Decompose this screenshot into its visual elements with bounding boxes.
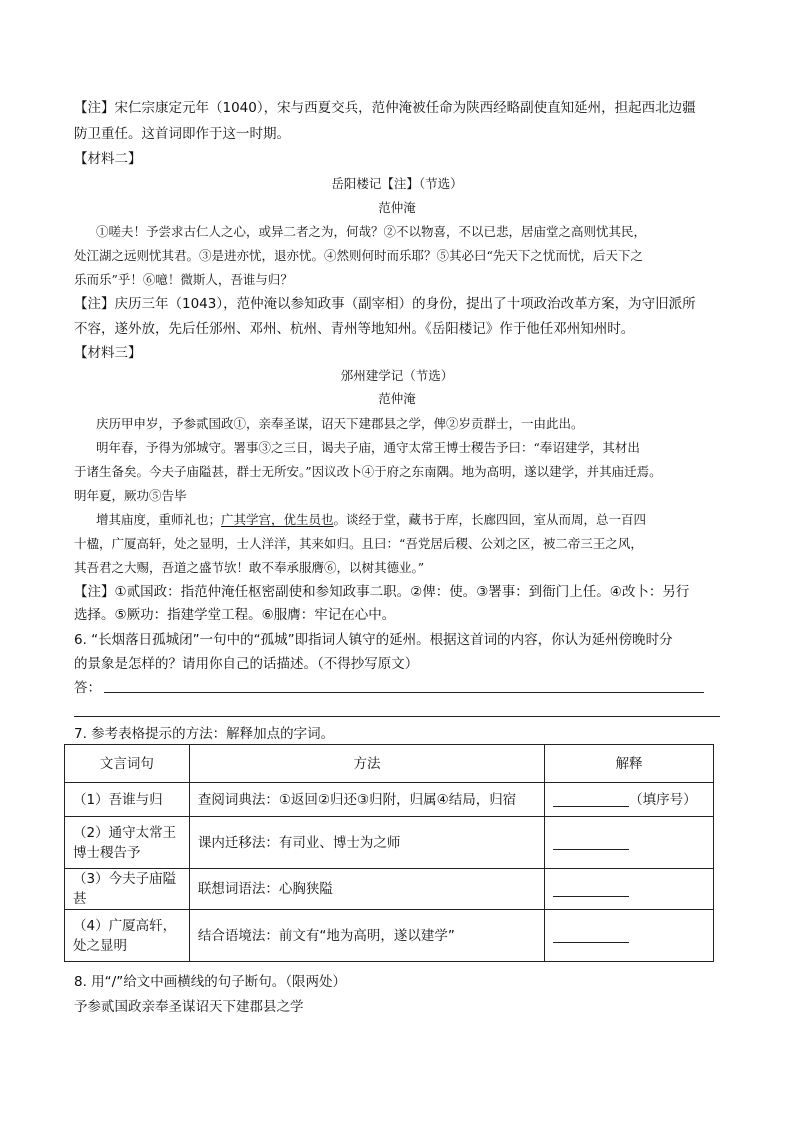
header-cell: 文言词句 bbox=[65, 745, 190, 783]
note2-line2: 不容，遂外放，先后任邠州、邓州、杭州、青州等地知州。《岳阳楼记》作于他任邓州知州时。 bbox=[74, 321, 635, 337]
header-cell: 方法 bbox=[189, 745, 544, 783]
material2-para-line1: ①嗟夫！予尝求古仁人之心，或异二者之为，何哉？②不以物喜，不以已悲，居庙堂之高则忧其民， bbox=[96, 224, 647, 239]
material3-text: 增其庙度，重师礼也； bbox=[96, 512, 222, 527]
answer-blank[interactable] bbox=[553, 792, 629, 807]
underlined-sentence: 广其学宫，优生员也 bbox=[221, 512, 334, 527]
material3-para-line6: 十楹，广厦高轩，处之显明，士人洋洋，其来如归。且曰：“吾党居后稷、公刘之区，被二帝三王之风， bbox=[74, 536, 643, 551]
answer-blank[interactable] bbox=[553, 928, 629, 943]
answer-line-2[interactable] bbox=[74, 716, 720, 717]
material3-heading: 【材料三】 bbox=[74, 345, 142, 361]
note2-line1: 【注】庆历三年（1043），范仲淹以参知政事（副宰相）的身份，提出了十项政治改革方案，为守旧派所 bbox=[74, 296, 696, 312]
answer-blank[interactable] bbox=[553, 882, 629, 897]
explain-cell bbox=[545, 817, 714, 869]
note1-line2: 防卫重任。这首词即作于这一时期。 bbox=[74, 126, 290, 142]
table-row bbox=[65, 817, 714, 869]
material3-author: 范仲淹 bbox=[378, 391, 416, 406]
question7-prompt: 7. 参考表格提示的方法：解释加点的字词。 bbox=[74, 726, 335, 742]
material3-para-line4: 明年夏，厥功⑤告毕 bbox=[74, 488, 187, 503]
note3-line1: 【注】①贰国政：指范仲淹任枢密副使和参知政事二职。②俾：使。③署事：到衙门上任。④改卜：另行 bbox=[74, 584, 690, 600]
explain-hint: （填序号） bbox=[629, 791, 697, 808]
material2-title: 岳阳楼记【注】（节选） bbox=[331, 176, 463, 191]
method-cell: 结合语境法：前文有“地为高明，遂以建学” bbox=[189, 910, 544, 962]
method-table bbox=[64, 744, 714, 962]
explain-cell bbox=[545, 783, 714, 817]
material3-para-line7: 其吾君之大赐，吾道之盛节欤！敢不奉承服膺⑥，以树其德业。” bbox=[74, 560, 425, 575]
question6-line1: 6. “长烟落日孤城闭”一句中的“孤城”即指词人镇守的延州。根据这首词的内容，你认为延州傍晚时分 bbox=[74, 632, 673, 648]
explain-cell bbox=[545, 910, 714, 962]
note1-line1: 【注】宋仁宗康定元年（1040），宋与西夏交兵，范仲淹被任命为陕西经略副使直知延州，担起西北边疆 bbox=[74, 100, 696, 116]
method-cell: 查阅词典法：①返回②归还③归附，归属④结局，归宿 bbox=[189, 783, 544, 817]
answer-blank[interactable] bbox=[553, 835, 629, 850]
question8-prompt: 8. 用“/”给文中画横线的句子断句。（限两处） bbox=[74, 974, 346, 990]
method-cell: 课内迁移法：有司业、博士为之师 bbox=[189, 817, 544, 869]
material3-para-line1: 庆历甲申岁，予参贰国政①，亲奉圣谋，诏天下建郡县之学，俾②岁贡群士，一由此出。 bbox=[96, 416, 584, 431]
material3-para-line3: 于诸生备矣。今夫子庙隘甚，群士无所安。”因议改卜④于府之东南隅。地为高明，遂以建学，并其庙迁焉。 bbox=[74, 464, 662, 479]
answer-line-1[interactable] bbox=[104, 692, 704, 693]
material2-para-line3: 乐而乐”乎！⑥噫！微斯人，吾谁与归？ bbox=[74, 272, 293, 287]
material3-title: 邠州建学记（节选） bbox=[340, 368, 454, 383]
explain-cell bbox=[545, 869, 714, 910]
note3-line2: 选择。⑤厥功：指建学堂工程。⑥服膺：牢记在心中。 bbox=[74, 607, 396, 623]
material3-para-line2: 明年春，予得为邠城守。署事③之三日，谒夫子庙，通守太常王博士稷告予曰：“奉诏建学，其材出 bbox=[96, 440, 640, 455]
material3-para-line5 bbox=[96, 510, 720, 530]
material3-text: 。谈经于堂，藏书于库，长廊四回，室从而周，总一百四 bbox=[333, 512, 647, 527]
question8-sentence: 予参贰国政亲奉圣谋诏天下建郡县之学 bbox=[74, 999, 304, 1015]
phrase-cell: （1）吾谁与归 bbox=[65, 783, 190, 817]
table-header-row bbox=[65, 745, 714, 783]
phrase-cell: （3）今夫子庙隘甚 bbox=[65, 869, 190, 910]
method-cell: 联想词语法：心胸狭隘 bbox=[189, 869, 544, 910]
table-row bbox=[65, 910, 714, 962]
header-cell: 解释 bbox=[545, 745, 714, 783]
question6-line2: 的景象是怎样的？请用你自己的话描述。（不得抄写原文） bbox=[74, 656, 419, 672]
table-row bbox=[65, 783, 714, 817]
material2-para-line2: 处江湖之远则忧其君。③是进亦忧，退亦忧。④然则何时而乐耶？⑤其必曰“先天下之忧而忧，后天下之 bbox=[74, 248, 643, 263]
phrase-cell: （4）广厦高轩，处之显明 bbox=[65, 910, 190, 962]
material2-heading: 【材料二】 bbox=[74, 151, 142, 167]
table-row bbox=[65, 869, 714, 910]
phrase-cell: （2）通守太常王博士稷告予 bbox=[65, 817, 190, 869]
question6-answer-label: 答： bbox=[74, 680, 101, 696]
material2-author: 范仲淹 bbox=[378, 200, 416, 215]
